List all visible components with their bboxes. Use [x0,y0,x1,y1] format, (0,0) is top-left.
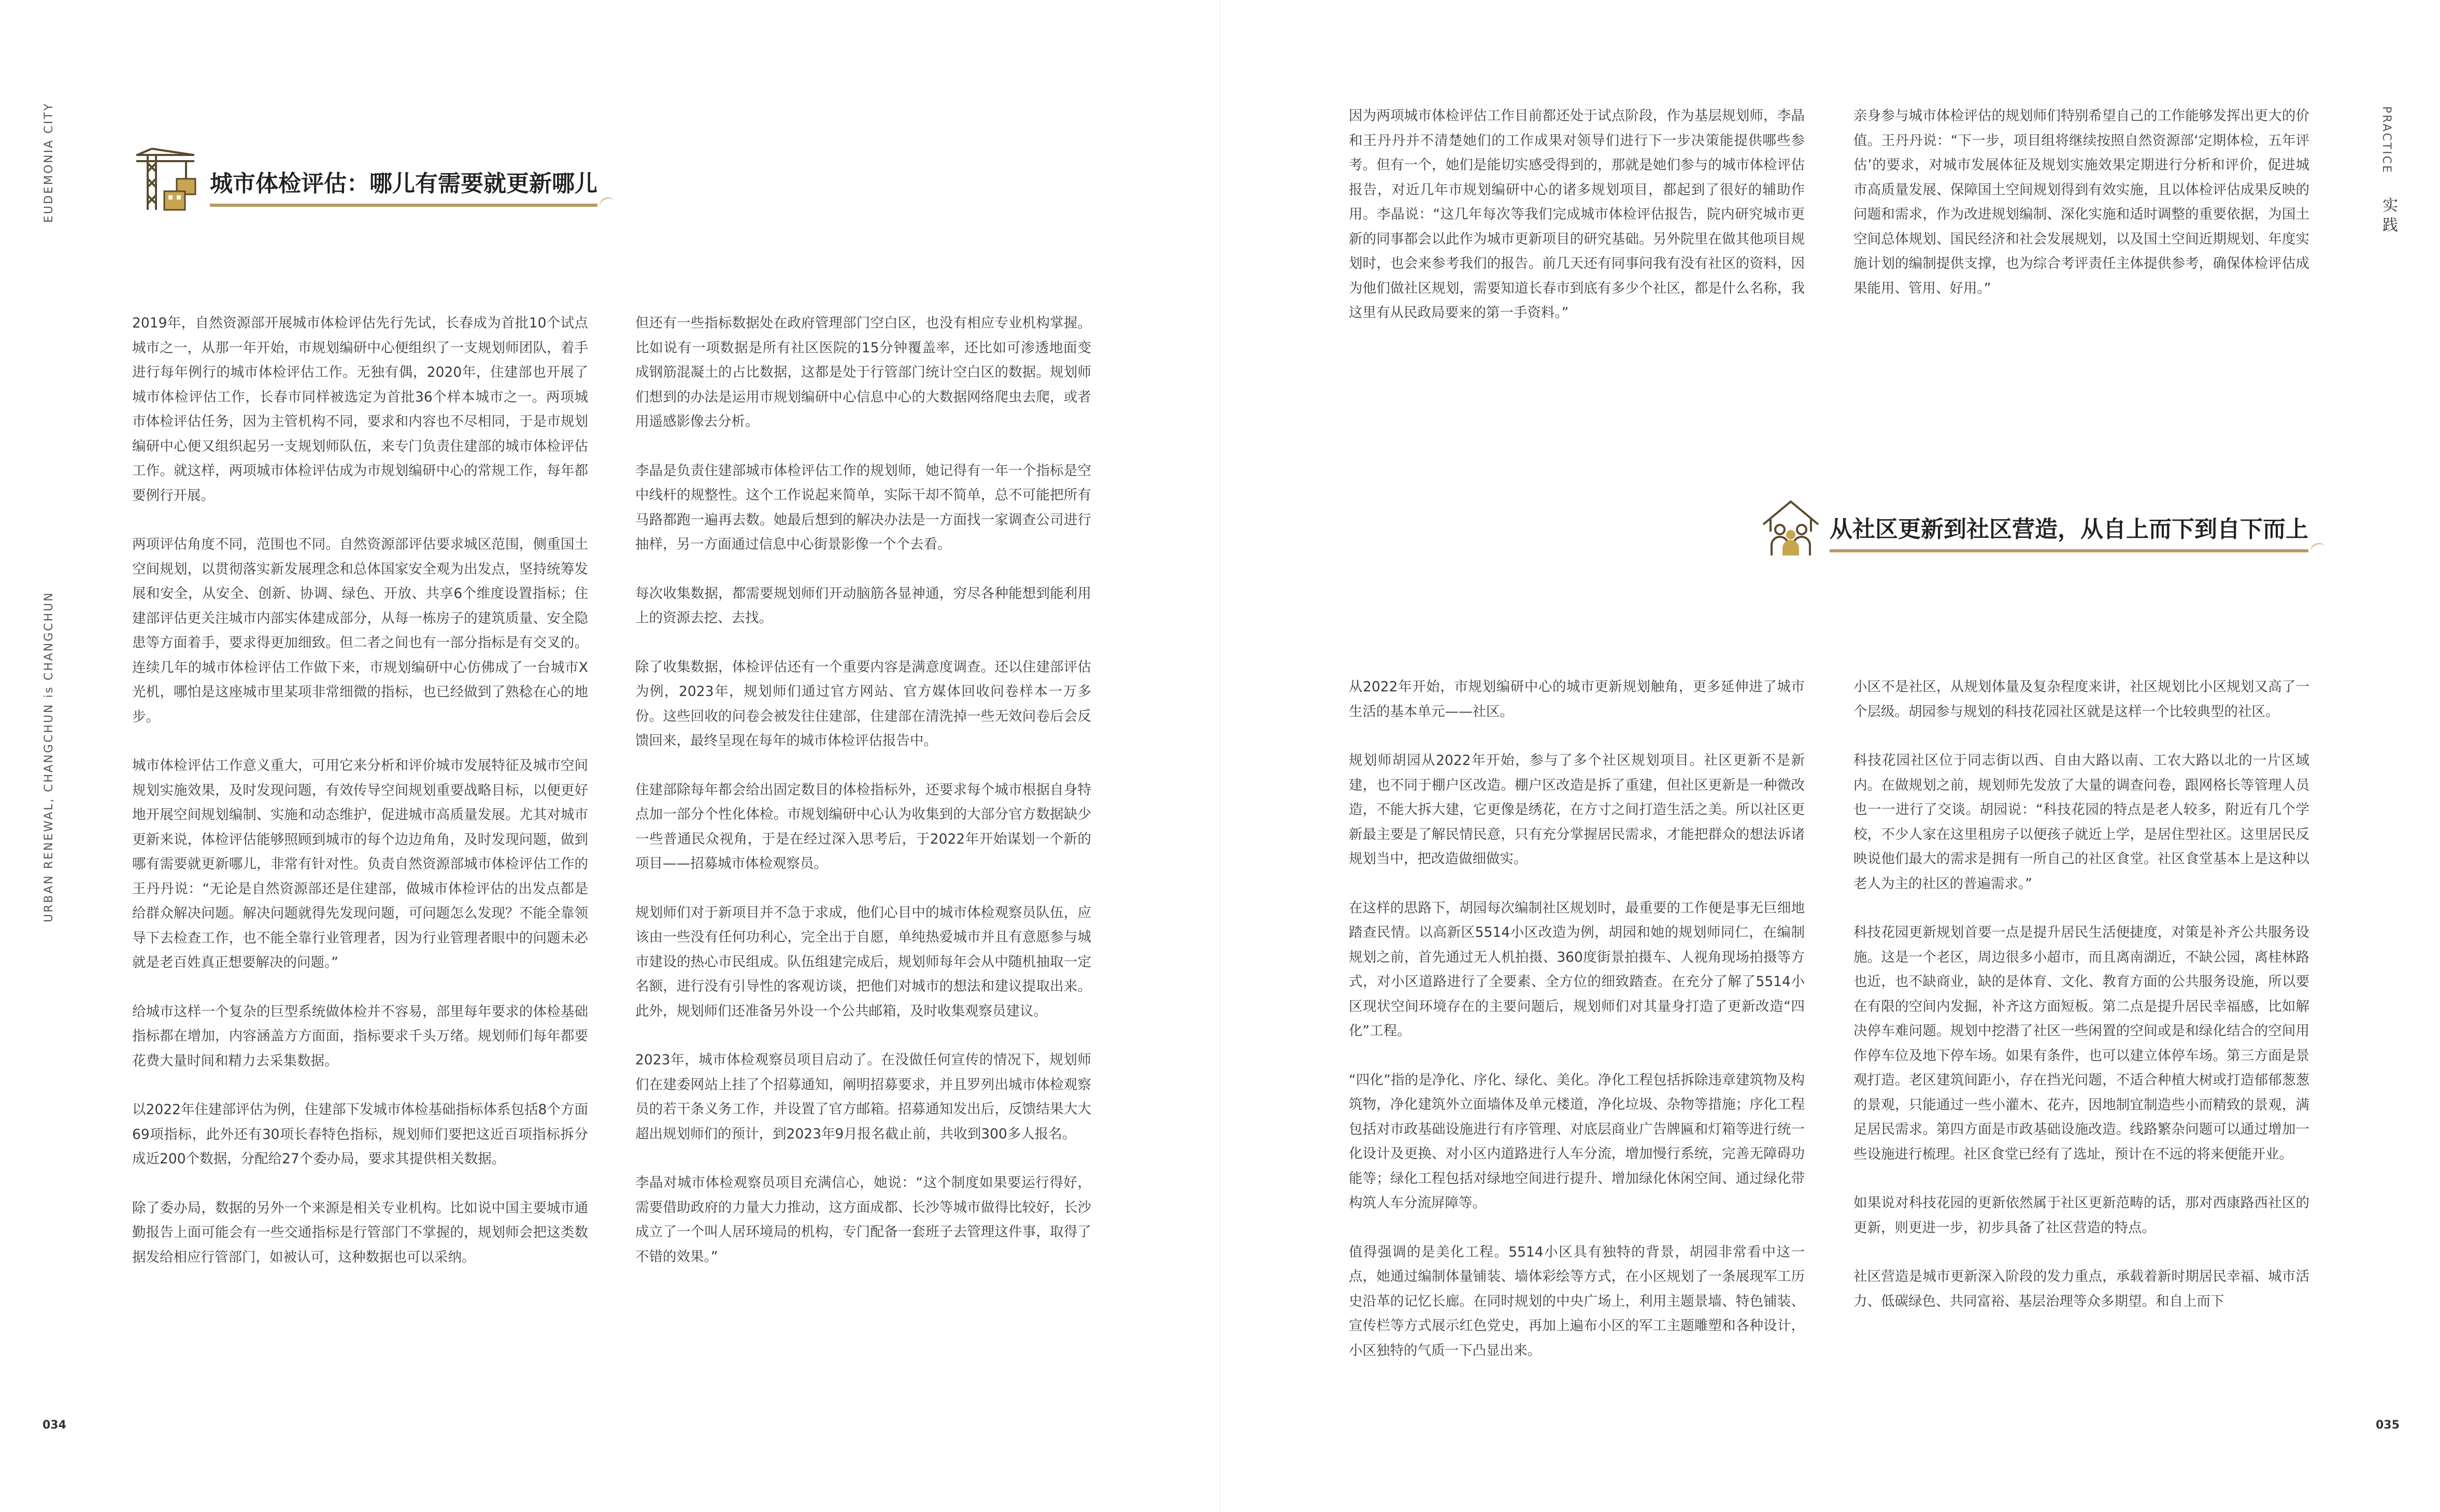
paragraph: 从2022年开始，市规划编研中心的城市更新规划触角，更多延伸进了城市生活的基本单元——社区。 [1349,679,1805,720]
heading-underline [210,204,597,207]
right-page [1220,0,2440,1512]
page-number: 034 [42,1419,66,1432]
community-people-icon [1760,497,1821,559]
page-number: 035 [2376,1419,2400,1432]
paragraph: 2023年，城市体检观察员项目启动了。在没做任何宣传的情况下，规划师们在建委网站上挂了个招募通知，阐明招募要求，并且罗列出城市体检观察员的若干条义务工作，并设置了官方邮箱。招募通知发出后，反馈结果大大超出规划师们的预计，到2023年9月报名截止前，共收到300多人报名。 [635,1052,1091,1142]
paragraph: 李晶是负责住建部城市体检评估工作的规划师，她记得有一年一个指标是空中线杆的规整性。这个工作说起来简单，实际干却不简单，总不可能把所有马路都跑一遍再去数。她最后想到的解决办法是一方面找一家调查公司进行抽样，另一方面通过信息中心街景影像一个个去看。 [635,462,1091,552]
paragraph: 社区营造是城市更新深入阶段的发力重点，承载着新时期居民幸福、城市活力、低碳绿色、共同富裕、基层治理等众多期望。和自上而下 [1853,1268,2309,1309]
paragraph: 值得强调的是美化工程。5514小区具有独特的背景，胡园非常看中这一点，她通过编制体量铺装、墙体彩绘等方式，在小区规划了一条展现军工历史沿革的记忆长廊。在同时规划的中央广场上，利用主题景墙、特色铺装、宣传栏等方式展示红色党史，再加上遍布小区的军工主题雕塑和各种设计，小区独特的气质一下凸显出来。 [1349,1244,1805,1359]
side-label-bottom: URBAN RENEWAL, CHANGCHUN is CHANGCHUN [42,591,55,922]
paragraph: 在这样的思路下，胡园每次编制社区规划时，最重要的工作便是事无巨细地踏查民情。以高新区5514小区改造为例，胡园和她的规划师同仁，在编制规划之前，首先通过无人机拍摄、360度街景拍摄车、人视角现场拍摄等方式，对小区道路进行了全要素、全方位的细致踏查。在充分了解了5514小区现状空间环境存在的主要问题后，规划师们对其量身打造了更新改造“四化”工程。 [1349,900,1805,1039]
paragraph: 每次收集数据，都需要规划师们开动脑筋各显神通，穷尽各种能想到能利用上的资源去挖、去找。 [635,585,1091,626]
paragraph: 小区不是社区，从规划体量及复杂程度来讲，社区规划比小区规划又高了一个层级。胡园参与规划的科技花园社区就是这样一个比较典型的社区。 [1853,679,2309,720]
paragraph: 规划师胡园从2022年开始，参与了多个社区规划项目。社区更新不是新建，也不同于棚户区改造。棚户区改造是拆了重建，但社区更新是一种微改造，不能大拆大建，它更像是绣花，在方寸之间打造生活之美。所以社区更新最主要是了解民情民意，只有充分掌握居民需求，才能把群众的想法诉诸规划当中，把改造做细做实。 [1349,752,1805,867]
bottom-column-2 [1853,675,2309,1314]
body-column-2 [635,311,1091,1269]
paragraph: 住建部除每年都会给出固定数目的体检指标外，还要求每个城市根据自身特点加一部分个性化体检。市规划编研中心认为收集到的大部分官方数据缺少一些普通民众视角，于是在经过深入思考后，于2022年开始谋划一个新的项目——招募城市体检观察员。 [635,781,1091,872]
bottom-column-1 [1349,675,1805,1363]
section-heading-title: 城市体检评估：哪儿有需要就更新哪儿 [210,170,597,197]
paragraph: “四化”指的是净化、序化、绿化、美化。净化工程包括拆除违章建筑物及构筑物，净化建筑外立面墙体及单元楼道，净化垃圾、杂物等措施；序化工程包括对市政基础设施进行有序管理、对底层商业广告牌匾和灯箱等进行统一化设计及更换、对小区内道路进行人车分流，增加慢行系统，完善无障碍功能等；绿化工程包括对绿地空间进行提升、增加绿化休闲空间、通过绿化带构筑人车分流屏障等。 [1349,1072,1805,1211]
side-label-en: PRACTICE [2380,106,2393,174]
paragraph: 亲身参与城市体检评估的规划师们特别希望自己的工作能够发挥出更大的价值。王丹丹说：“下一步，项目组将继续按照自然资源部‘定期体检，五年评估’的要求，对城市发展体征及规划实施效果定期进行分析和评价，促进城市高质量发展、保障国土空间规划得到有效实施，且以体检评估成果反映的问题和需求，作为改进规划编制、深化实施和适时调整的重要依据，为国土空间总体规划、国民经济和社会发展规划，以及国土空间近期规划、年度实施计划的编制提供支撑，也为综合考评责任主体提供参考，确保体检评估成果能用、管用、好用。” [1853,108,2309,296]
section-heading [132,148,597,214]
paragraph: 科技花园社区位于同志街以西、自由大路以南、工农大路以北的一片区域内。在做规划之前，规划师先发放了大量的调查问卷，跟网格长等管理人员也一一进行了交谈。胡园说：“科技花园的特点是老人较多，附近有几个学校，不少人家在这里租房子以便孩子就近上学，是居住型社区。这里居民反映说他们最大的需求是拥有一所自己的社区食堂。社区食堂基本上是这种以老人为主的社区的普遍需求。” [1853,752,2309,892]
section-heading [1760,497,2308,559]
construction-crane-icon [132,148,198,214]
side-label-top: EUDEMONIA CITY [42,102,55,223]
paragraph: 但还有一些指标数据处在政府管理部门空白区，也没有相应专业机构掌握。比如说有一项数据是所有社区医院的15分钟覆盖率，还比如可渗透地面变成钢筋混凝土的占比数据，这都是处于行管部门统计空白区的数据。规划师们想到的办法是运用市规划编研中心信息中心的大数据网络爬虫去爬，或者用遥感影像去分析。 [635,315,1091,430]
paragraph: 规划师们对于新项目并不急于求成，他们心目中的城市体检观察员队伍，应该由一些没有任何功利心，完全出于自愿，单纯热爱城市并且有意愿参与城市建设的热心市民组成。队伍组建完成后，规划师每年会从中随机抽取一定名额，进行没有引导性的客观访谈，把他们对城市的想法和建议提取出来。此外，规划师们还准备另外设一个公共邮箱，及时收集观察员建议。 [635,904,1091,1019]
paragraph: 两项评估角度不同，范围也不同。自然资源部评估要求城区范围，侧重国土空间规划，以贯彻落实新发展理念和总体国家安全观为出发点，坚持统筹发展和安全，从安全、创新、协调、绿色、开放、共享6个维度设置指标；住建部评估更关注城市内部实体建成部分，从每一栋房子的建筑质量、安全隐患等方面着手，要求得更加细致。但二者之间也有一部分指标是有交叉的。连续几年的城市体检评估工作做下来，市规划编研中心仿佛成了一台城市X光机，哪怕是这座城市里某项非常细微的指标，也已经做到了熟稔在心的地步。 [132,536,588,725]
paragraph: 除了收集数据，体检评估还有一个重要内容是满意度调查。还以住建部评估为例，2023年，规划师们通过官方网站、官方媒体回收问卷样本一万多份。这些回收的问卷会被发往住建部，住建部在清洗掉一些无效问卷后会反馈回来，最终呈现在每年的城市体检评估报告中。 [635,659,1091,749]
side-label-cn: 实践 [2379,197,2398,236]
body-column-1 [132,311,588,1269]
heading-underline [1830,549,2308,552]
paragraph: 以2022年住建部评估为例，住建部下发城市体检基础指标体系包括8个方面69项指标，此外还有30项长春特色指标，规划师们要把这近百项指标拆分成近200个数据，分配给27个委办局，要求其提供相关数据。 [132,1102,588,1167]
paragraph: 给城市这样一个复杂的巨型系统做体检并不容易，部里每年要求的体检基础指标都在增加，内容涵盖方方面面，指标要求千头万绪。规划师们每年都要花费大量时间和精力去采集数据。 [132,1003,588,1069]
paragraph: 除了委办局，数据的另外一个来源是相关专业机构。比如说中国主要城市通勤报告上面可能会有一些交通指标是行管部门不掌握的，规划师会把这类数据发给相应行管部门，如被认可，这种数据也可以采纳。 [132,1200,588,1265]
top-column-1 [1349,104,1805,325]
paragraph: 科技花园更新规划首要一点是提升居民生活便捷度，对策是补齐公共服务设施。这是一个老区，周边很多小超市，而且离南湖近，不缺公园，离桂林路也近，也不缺商业，缺的是体育、文化、教育方面的公共服务设施，所以要在有限的空间内发掘，补齐这方面短板。第二点是提升居民幸福感，比如解决停车难问题。规划中挖潜了社区一些闲置的空间或是和绿化结合的空间用作停车位及地下停车场。如果有条件，也可以建立体停车场。第三方面是景观打造。老区建筑间距小，存在挡光问题，不适合种植大树或打造郁郁葱葱的景观，只能通过一些小灌木、花卉，因地制宜制造些小而精致的景观，满足居民需求。第四方面是市政基础设施改造。线路繁杂问题可以通过增加一些设施进行梳理。社区食堂已经有了选址，预计在不远的将来便能开业。 [1853,924,2309,1162]
top-column-2 [1853,104,2309,301]
paragraph: 2019年，自然资源部开展城市体检评估先行先试，长春成为首批10个试点城市之一，从那一年开始，市规划编研中心便组织了一支规划师团队，着手进行每年例行的城市体检评估工作。无独有偶，2020年，住建部也开展了城市体检评估工作，长春市同样被选定为首批36个样本城市之一。两项城市体检评估任务，因为主管机构不同，要求和内容也不尽相同，于是市规划编研中心便又组织起另一支规划师队伍，来专门负责住建部的城市体检评估工作。就这样，两项城市体检评估成为市规划编研中心的常规工作，每年都要例行开展。 [132,315,588,504]
paragraph: 李晶对城市体检观察员项目充满信心，她说：“这个制度如果要运行得好，需要借助政府的力量大力推动，这方面成都、长沙等城市做得比较好，长沙成立了一个叫人居环境局的机构，专门配备一套班子去管理这件事，取得了不错的效果。” [635,1175,1091,1265]
paragraph: 城市体检评估工作意义重大，可用它来分析和评价城市发展特征及城市空间规划实施效果，及时发现问题，有效传导空间规划重要战略目标，以便更好地开展空间规划编制、实施和动态维护，促进城市高质量发展。尤其对城市更新来说，体检评估能够照顾到城市的每个边边角角，及时发现问题，做到哪有需要就更新哪儿，非常有针对性。负责自然资源部城市体检评估工作的王丹丹说：“无论是自然资源部还是住建部，做城市体检评估的出发点都是给群众解决问题。解决问题就得先发现问题，可问题怎么发现？不能全靠领导下去检查工作，也不能全靠行业管理者，因为行业管理者眼中的问题未必就是老百姓真正想要解决的问题。” [132,758,588,971]
paragraph: 如果说对科技花园的更新依然属于社区更新范畴的话，那对西康路西社区的更新，则更进一步，初步具备了社区营造的特点。 [1853,1195,2309,1236]
paragraph: 因为两项城市体检评估工作目前都还处于试点阶段，作为基层规划师，李晶和王丹丹并不清楚她们的工作成果对领导们进行下一步决策能提供哪些参考。但有一个，她们是能切实感受得到的，那就是她们参与的城市体检评估报告，对近几年市规划编研中心的诸多规划项目，都起到了很好的辅助作用。李晶说：“这几年每次等我们完成城市体检评估报告，院内研究城市更新的同事都会以此作为城市更新项目的研究基础。另外院里在做其他项目规划时，也会来参考我们的报告。前几天还有同事问我有没有社区的资料，因为他们做社区规划，需要知道长春市到底有多少个社区，都是什么名称，我这里有从民政局要来的第一手资料。” [1349,108,1805,321]
section-heading-title: 从社区更新到社区营造，从自上而下到自下而上 [1830,516,2308,543]
